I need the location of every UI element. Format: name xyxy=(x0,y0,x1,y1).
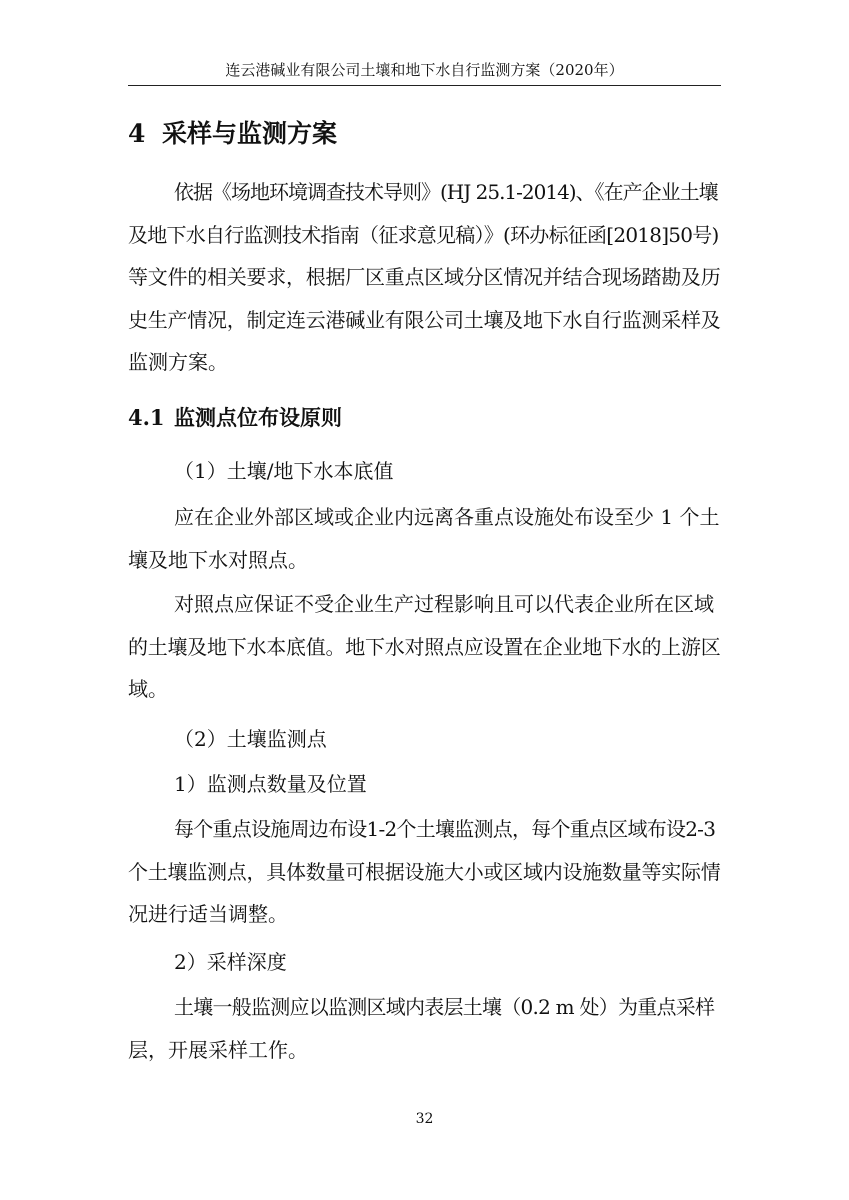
text-line: 个土壤监测点，具体数量可根据设施大小或区域内设施数量等实际情 xyxy=(128,859,721,884)
text-line: 依据《场地环境调查技术导则》(HJ 25.1-2014)、《在产企业土壤 xyxy=(174,180,718,204)
text-line: 层，开展采样工作。 xyxy=(128,1037,308,1062)
subsection-title: 监测点位布设原则 xyxy=(174,405,342,430)
section-heading xyxy=(128,116,337,152)
text-line: 应在企业外部区域或企业内远离各重点设施处布设至少 1 个土 xyxy=(174,505,720,529)
item1-heading: （1）土壤/地下水本底值 xyxy=(174,459,394,483)
subsection-number: 4.1 xyxy=(128,405,165,430)
text-line: 域。 xyxy=(128,677,168,701)
sub2-heading-block xyxy=(128,941,721,984)
text-line: 每个重点设施周边布设1-2个土壤监测点，每个重点区域布设2-3 xyxy=(174,817,716,841)
header-rule xyxy=(128,85,721,86)
text-line: 等文件的相关要求，根据厂区重点区域分区情况并结合现场踏勘及历 xyxy=(128,265,721,289)
sub2-heading: 2）采样深度 xyxy=(174,950,287,974)
text-line: 的土壤及地下水本底值。地下水对照点应设置在企业地下水的上游区 xyxy=(128,634,721,659)
paragraph-sampling-depth xyxy=(128,986,721,1071)
item2-heading: （2）土壤监测点 xyxy=(174,727,327,751)
text-line: 对照点应保证不受企业生产过程影响且可以代表企业所在区域 xyxy=(174,592,714,616)
text-line: 壤及地下水对照点。 xyxy=(128,547,308,572)
text-line: 史生产情况，制定连云港碱业有限公司土壤及地下水自行监测采样及 xyxy=(128,307,721,332)
text-line: 及地下水自行监测技术指南（征求意见稿）》(环办标征函[2018]50号) xyxy=(128,222,719,247)
subsection-heading xyxy=(128,402,342,434)
running-header: 连云港碱业有限公司土壤和地下水自行监测方案（2020年） xyxy=(225,61,624,79)
item1-heading-block xyxy=(128,450,721,493)
intro-paragraph xyxy=(128,171,721,384)
paragraph-point-count xyxy=(128,808,721,936)
section-title: 采样与监测方案 xyxy=(162,119,338,148)
text-line: 监测方案。 xyxy=(128,350,228,374)
text-line: 土壤一般监测应以监测区域内表层土壤（0.2 m 处）为重点采样 xyxy=(174,995,715,1019)
section-number: 4 xyxy=(128,119,146,148)
sub1-heading-block xyxy=(128,763,721,806)
paragraph-control-points xyxy=(128,496,721,581)
page-number: 32 xyxy=(415,1111,434,1127)
paragraph-background-values xyxy=(128,583,721,711)
sub1-heading: 1）监测点数量及位置 xyxy=(174,772,367,796)
item2-heading-block xyxy=(128,718,721,761)
text-line: 况进行适当调整。 xyxy=(128,902,288,926)
